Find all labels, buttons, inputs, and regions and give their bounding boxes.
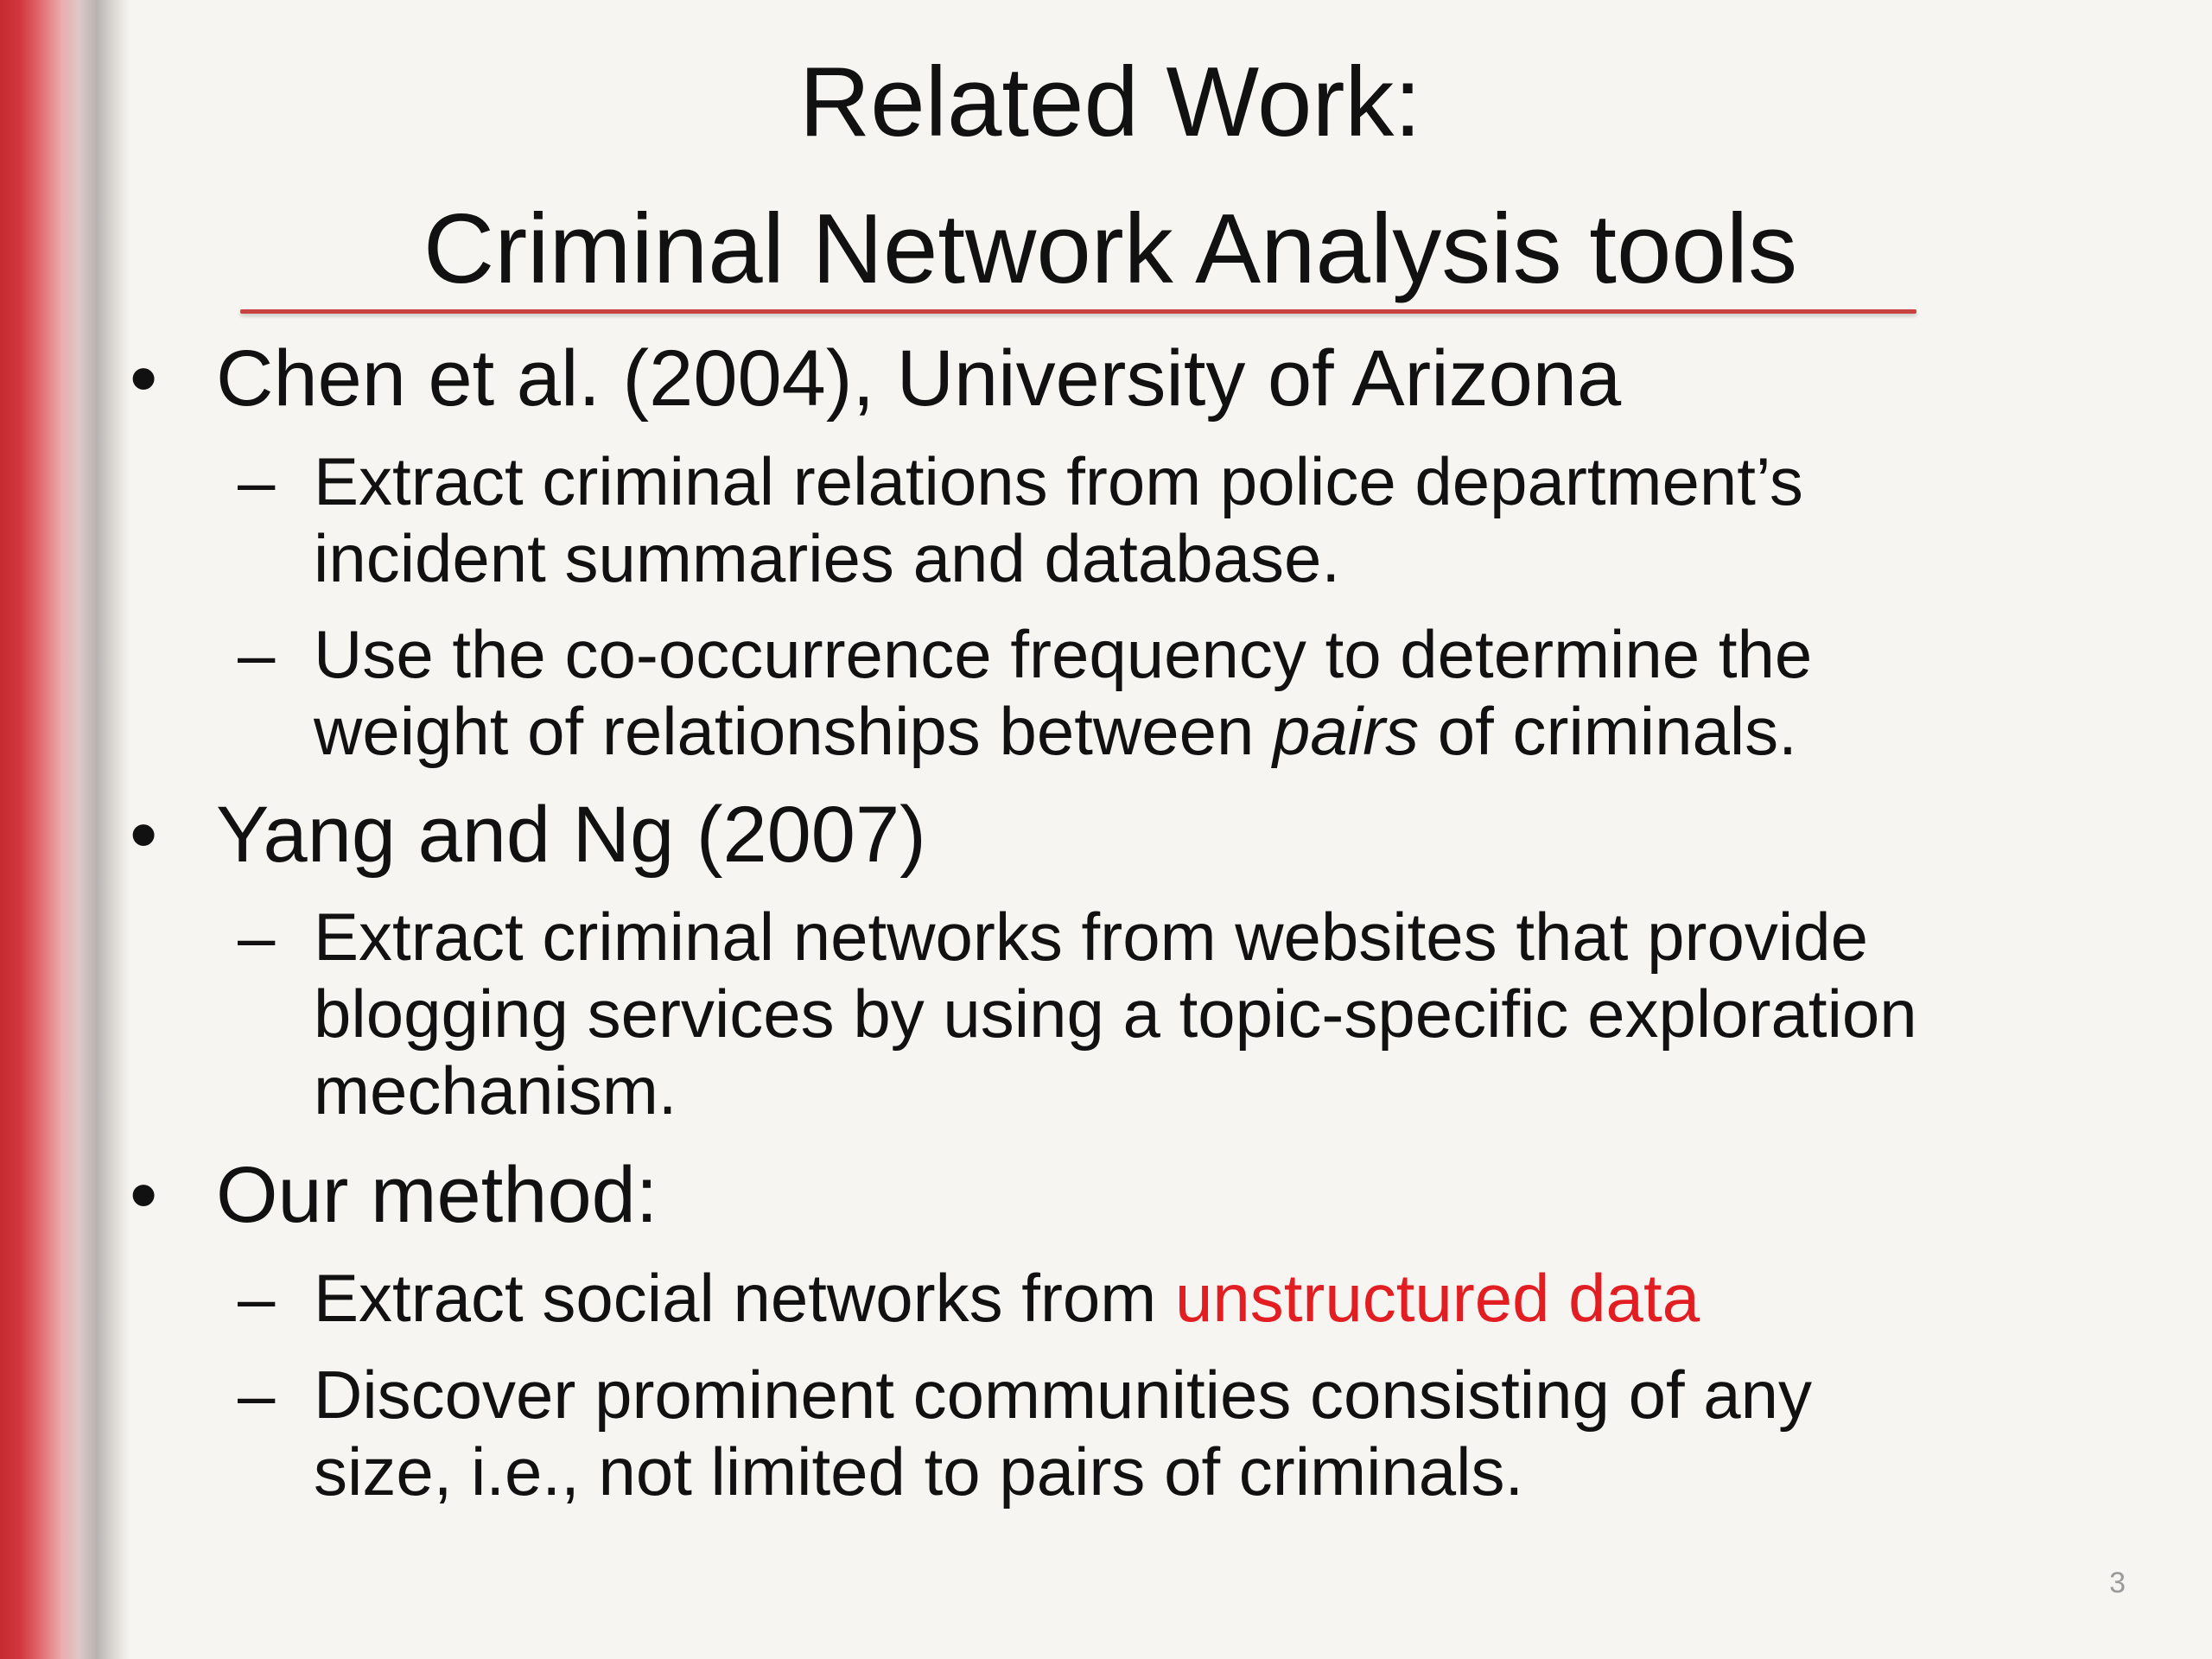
sub-item-line: incident summaries and database. bbox=[314, 520, 1341, 596]
page-number: 3 bbox=[2109, 1567, 2126, 1599]
bullet-marker: • bbox=[130, 791, 158, 879]
sub-item-line: Use the co-occurrence frequency to determine the bbox=[314, 616, 1813, 692]
sub-item-text-run: Extract social networks from bbox=[314, 1260, 1175, 1336]
slide-title-line-2: Criminal Network Analysis tools bbox=[423, 194, 1798, 304]
dash-marker: – bbox=[238, 1357, 276, 1433]
bullet-marker: • bbox=[130, 1151, 158, 1239]
title-underline-rule bbox=[240, 309, 1916, 314]
dash-marker: – bbox=[238, 616, 276, 692]
sub-item-line: Extract criminal relations from police department’s bbox=[314, 443, 1803, 519]
sub-item-line: mechanism. bbox=[314, 1052, 677, 1128]
sub-item-text-run: weight of relationships between bbox=[314, 693, 1274, 769]
bullet-text: Our method: bbox=[216, 1151, 658, 1239]
sub-item-text bbox=[314, 1357, 1812, 1510]
bullet-marker: • bbox=[130, 334, 158, 423]
dash-marker: – bbox=[238, 1260, 276, 1336]
sub-item-line: size, i.e., not limited to pairs of criminals. bbox=[314, 1433, 1524, 1510]
sub-item-line: Discover prominent communities consisting of any bbox=[314, 1357, 1813, 1433]
sub-item-line: Extract criminal networks from websites that provide bbox=[314, 899, 1868, 975]
dash-marker: – bbox=[238, 899, 276, 975]
bullet-text: Chen et al. (2004), University of Arizona bbox=[216, 334, 1622, 423]
sub-item-text bbox=[314, 899, 1917, 1129]
sub-item-line bbox=[314, 693, 1812, 770]
sub-item-text bbox=[314, 616, 1812, 770]
italic-emphasis-pairs: pairs bbox=[1273, 693, 1420, 769]
dash-marker: – bbox=[238, 443, 276, 519]
left-decorative-band bbox=[0, 0, 130, 1659]
highlight-unstructured-data: unstructured data bbox=[1174, 1260, 1700, 1336]
sub-item-line: blogging services by using a topic-specific exploration bbox=[314, 976, 1917, 1052]
sub-item-text bbox=[314, 443, 1803, 597]
bullet-text: Yang and Ng (2007) bbox=[216, 791, 926, 879]
sub-item-text bbox=[314, 1260, 1700, 1337]
sub-item-text-run: of criminals. bbox=[1419, 693, 1797, 769]
slide-title-line-1: Related Work: bbox=[798, 48, 1422, 157]
